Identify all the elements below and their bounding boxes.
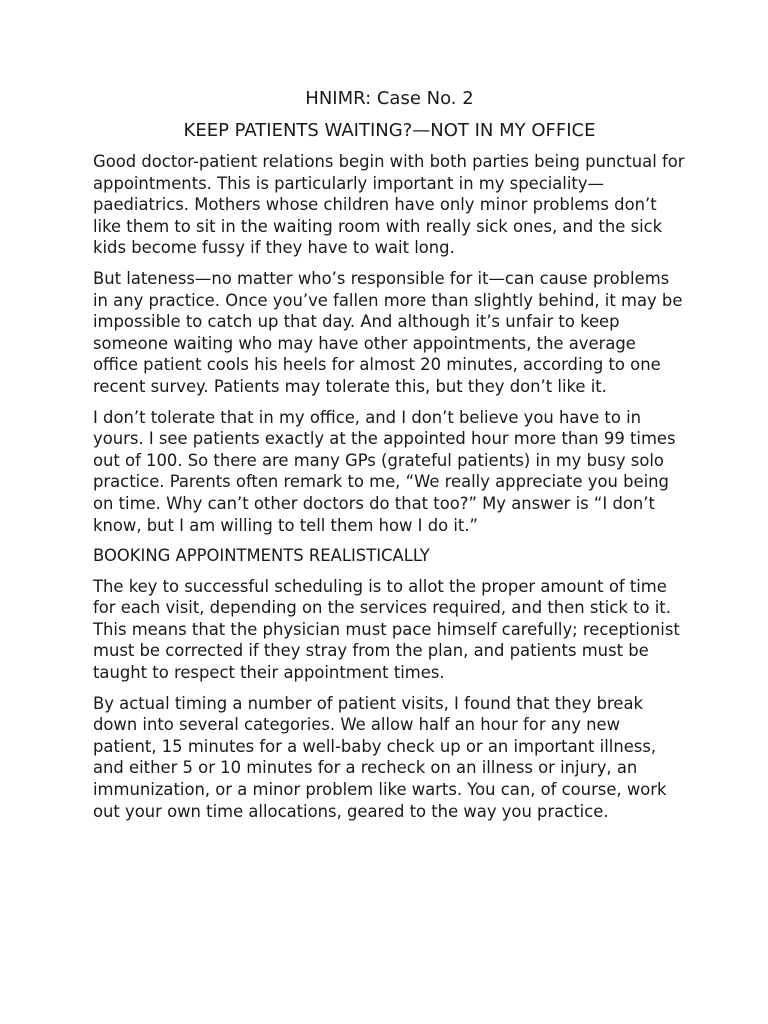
paragraph-scheduling-key: The key to successful scheduling is to allot the proper amount of time for each visit, depending on the services required, and then stick to it. This means that the physician must pace himself carefully; receptionist must be corrected if they stray from the plan, and patients must be taught to respect their appointment times. [93,576,680,683]
section-heading-booking: BOOKING APPOINTMENTS REALISTICALLY [93,546,430,566]
document-title: HNIMR: Case No. 2 [305,88,474,109]
document-subtitle: KEEP PATIENTS WAITING?—NOT IN MY OFFICE [183,120,596,141]
paragraph-intro: Good doctor-patient relations begin with both parties being punctual for appointments. This is particularly important in my speciality—paediatrics. Mothers whose children have only minor problems don’t like them to sit in the waiting room with really sick ones, and the sick kids become fussy if they have to wait long. [93,152,685,258]
paragraph-time-categories: By actual timing a number of patient visits, I found that they break down into several categories. We allow half an hour for any new patient, 15 minutes for a well-baby check up or an important illness, and either 5 or 10 minutes for a recheck on an illness or injury, an immunization, or a minor problem like warts. You can, of course, work out your own time allocations, geared to the way you practice. [93,693,667,821]
paragraph-lateness: But lateness—no matter who’s responsible for it—can cause problems in any practice. Once you’ve fallen more than slightly behind, it may be impossible to catch up that day. And although it’s unfair to keep someone waiting who may have other appointments, the average office patient cools his heels for almost 20 minutes, according to one recent survey. Patients may tolerate this, but they don’t like it. [93,268,683,396]
paragraph-tolerance: I don’t tolerate that in my office, and I don’t believe you have to in yours. I see patients exactly at the appointed hour more than 99 times out of 100. So there are many GPs (grateful patients) in my busy solo practice. Parents often remark to me, “We really appreciate you being on time. Why can’t other doctors do that too?” My answer is “I don’t know, but I am willing to tell them how I do it.” [93,407,676,535]
